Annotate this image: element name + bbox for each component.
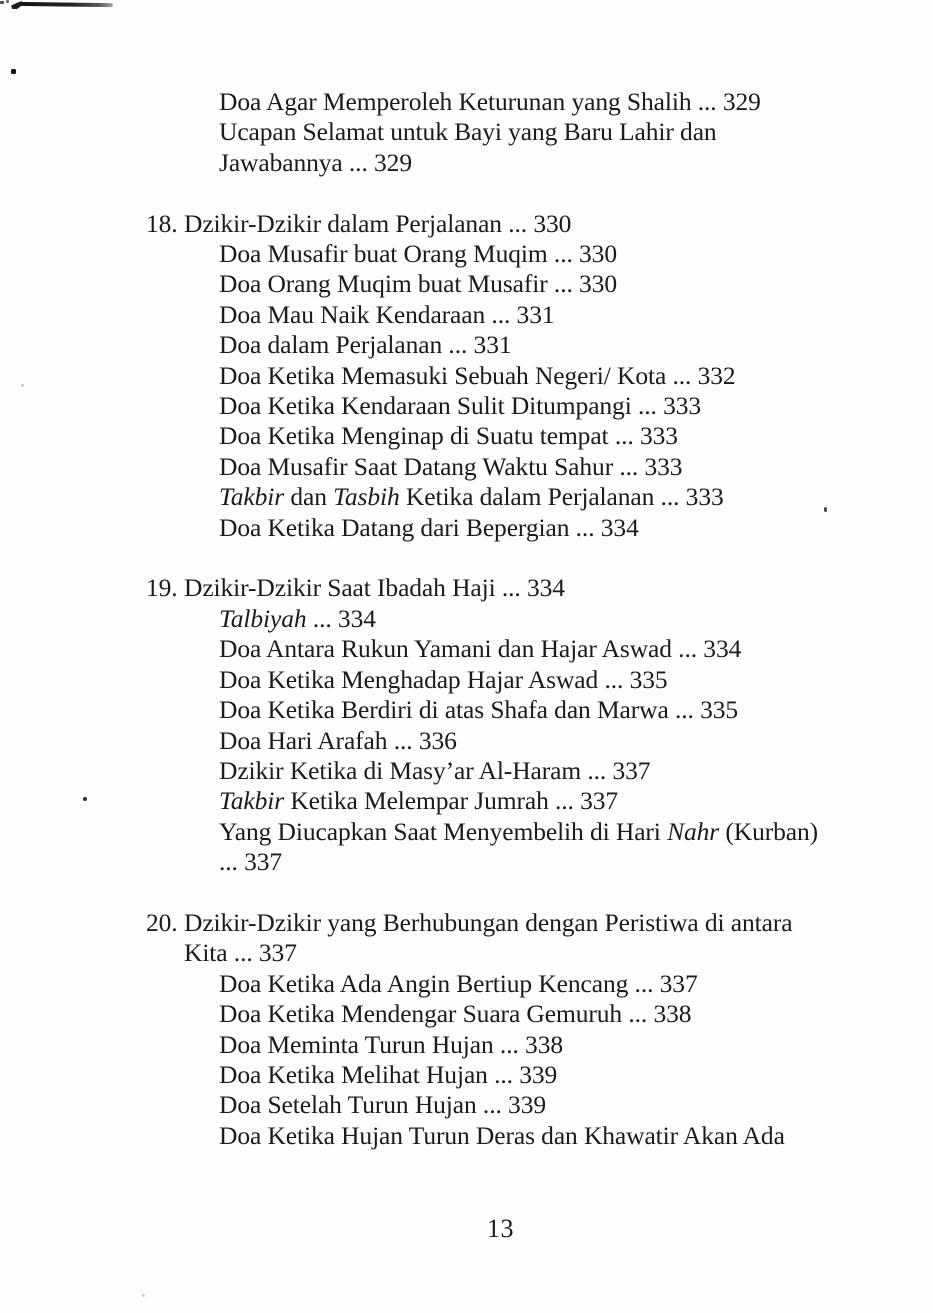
toc-dots: ... [306,603,338,633]
entry-content [0,756,933,786]
entry-page-number: 329 [374,147,412,177]
scan-line-top-edge [21,2,113,7]
entry-text: Doa Ketika Datang dari Bepergian [219,512,570,542]
toc-entry [0,665,933,695]
toc-entry [0,1030,933,1060]
entry-text: Ketika dalam Perjalanan [399,482,655,512]
toc-dots: ... [598,664,630,694]
entry-line [219,300,933,330]
entry-text: Doa Ketika Kendaraan Sulit Ditumpangi [219,391,632,421]
entry-content [0,786,933,816]
toc-dots: ... [666,360,698,390]
entry-line [184,209,933,239]
toc-entry [0,1060,933,1090]
entry-content [0,452,933,482]
toc-entry [0,573,933,603]
entry-line [219,391,933,421]
toc-entry [0,817,933,878]
entry-text: Dzikir Ketika di Masy’ar Al-Haram [219,755,582,785]
entry-line [219,330,933,360]
toc-entry [0,726,933,756]
entry-line [219,148,933,178]
toc-entry [0,999,933,1029]
toc-dots: ... [622,999,654,1029]
toc-dots: ... [547,269,580,299]
entry-line [219,847,933,877]
toc-dots: ... [227,938,259,968]
toc-dots: ... [487,1059,520,1089]
entry-page-number: 331 [516,299,555,329]
toc-dots: ... [631,391,664,421]
entry-line [219,1060,933,1090]
entry-page-number: 337 [612,755,651,785]
entry-page-number: 332 [697,360,736,390]
entry-content [0,695,933,725]
entry-content [0,269,933,299]
entry-content [0,908,933,969]
entry-line [219,817,933,847]
toc-dots: ... [671,634,704,664]
entry-line [219,726,933,756]
entry-page-number: 336 [418,725,457,755]
toc-entry [0,300,933,330]
entry-text: Doa Ketika Menginap di Suatu tempat [219,421,609,451]
toc-dots: ... [387,725,419,755]
entry-content [0,482,933,512]
entry-content [0,665,933,695]
toc-entry [0,421,933,451]
toc-entry [0,634,933,664]
entry-number: 18. [146,208,178,238]
entry-text: Dzikir-Dzikir dalam Perjalanan [184,208,502,238]
entry-text: Doa Ketika Hujan Turun Deras dan Khawatir Akan Ada [219,1120,785,1150]
entry-page-number: 335 [700,695,739,725]
toc-dots: ... [613,451,645,481]
entry-line [219,269,933,299]
toc-dots: ... [476,1090,509,1120]
entry-page-number: 334 [337,603,376,633]
entry-text: Doa Mau Naik Kendaraan [219,299,486,329]
scan-dot-left-upper [11,69,16,74]
toc-entry [0,391,933,421]
entry-content [0,1121,933,1151]
entry-page-number: 337 [258,938,297,968]
toc-dots: ... [501,208,534,238]
entry-page-number: 330 [579,269,617,299]
entry-line [219,513,933,543]
toc-dots: ... [691,87,723,116]
entry-line [219,361,933,391]
toc-entry [0,513,933,543]
entry-page-number: 333 [685,482,724,512]
toc-entry [0,269,933,299]
entry-page-number: 335 [629,664,668,694]
toc-dots: ... [493,1029,526,1059]
entry-page-number: 333 [639,421,678,451]
entry-page-number: 334 [600,512,639,542]
entry-text: Doa Ketika Memasuki Sebuah Negeri/ Kota [219,360,667,390]
entry-page-number: 330 [579,239,617,269]
entry-text: Doa Orang Muqim buat Musafir [219,269,548,299]
toc-entry [0,452,933,482]
entry-content [0,330,933,360]
entry-content [0,361,933,391]
entry-number: 19. [146,573,178,603]
toc-entry [0,604,933,634]
entry-text: Doa Ketika Mendengar Suara Gemuruh [219,999,623,1029]
entry-text: Yang Diucapkan Saat Menyembelih di Hari [219,816,668,846]
toc-dots: ... [654,482,686,512]
toc-dots: ... [219,847,245,877]
entry-line [219,695,933,725]
entry-text: Doa dalam Perjalanan [219,330,443,360]
entry-text: Doa Hari Arafah [219,725,388,755]
toc-entry [0,756,933,786]
entry-page-number: 333 [644,451,683,481]
toc-dots: ... [581,755,613,785]
entry-text: Doa Ketika Menghadap Hajar Aswad [219,664,599,694]
entry-line [184,573,933,603]
entry-line [219,665,933,695]
toc-entry [0,209,933,239]
toc-dots: ... [628,968,660,998]
entry-text-italic: Takbir [219,482,285,512]
entry-page-number: 339 [519,1059,558,1089]
entry-text: Doa Musafir buat Orang Muqim [219,239,548,269]
scan-speck-top-left-2 [6,0,9,3]
entry-text: Jawabannya [219,147,343,177]
toc-dots: ... [342,147,375,177]
entry-line [219,999,933,1029]
entry-page-number: 329 [722,87,761,116]
entry-page-number: 334 [526,573,565,603]
entry-line [219,452,933,482]
entry-content [0,421,933,451]
entry-line [219,239,933,269]
toc-entry [0,482,933,512]
entry-number: 20. [146,907,178,937]
scan-speck-top-left-1 [0,1,4,4]
entry-line [219,1030,933,1060]
entry-text: Dzikir-Dzikir yang Berhubungan dengan Peristiwa di antara [184,907,793,937]
entry-text: Doa Setelah Turun Hujan [219,1090,477,1120]
entry-content [0,1060,933,1090]
entry-line [184,938,933,968]
toc-entry [0,695,933,725]
entry-line [219,756,933,786]
toc-entry [0,1121,933,1151]
toc-entry [0,239,933,269]
entry-line [184,908,933,938]
entry-content [0,117,933,178]
entry-page-number: 334 [703,634,742,664]
toc-dots: ... [569,512,601,542]
entry-page-number: 330 [533,208,572,238]
scan-faint-speck-bottom [142,1294,145,1297]
toc-entry [0,786,933,816]
page-number: 13 [487,1214,514,1243]
entry-line [219,634,933,664]
entry-content [0,969,933,999]
entry-content [0,817,933,878]
entry-content [0,604,933,634]
entry-line [219,421,933,451]
toc-dots: ... [548,786,581,816]
entry-text-italic: Takbir [219,786,285,816]
entry-text-italic: Nahr [667,816,720,846]
entry-text: Ucapan Selamat untuk Bayi yang Baru Lahir dan [219,117,717,147]
entry-text: Doa Meminta Turun Hujan [219,1029,494,1059]
entry-line [219,117,933,147]
toc-dots: ... [608,421,640,451]
toc-entry [0,117,933,178]
entry-page-number: 337 [244,847,283,877]
entry-text: Kita [184,938,228,968]
entry-content [0,1030,933,1060]
entry-line [219,1121,933,1151]
toc-entry [0,361,933,391]
entry-content [0,300,933,330]
entry-line [219,87,933,117]
entry-content [0,634,933,664]
toc-entry [0,969,933,999]
entry-page-number: 331 [473,330,512,360]
toc-entry [0,908,933,969]
entry-content [0,391,933,421]
entry-page-number: 338 [525,1029,563,1059]
entry-line [219,482,933,512]
entry-line [219,1090,933,1120]
entry-line [219,604,933,634]
entry-text: Doa Ketika Melihat Hujan [219,1059,488,1089]
entry-content [0,239,933,269]
entry-page-number: 333 [663,391,702,421]
toc-dots: ... [485,299,517,329]
entry-text: Doa Agar Memperoleh Keturunan yang Shalih [219,87,692,116]
toc-dots: ... [547,239,580,269]
entry-text: Doa Ketika Berdiri di atas Shafa dan Marwa [219,695,669,725]
toc-entry [0,1090,933,1120]
entry-text: Doa Musafir Saat Datang Waktu Sahur [219,451,614,481]
toc-dots: ... [495,573,527,603]
entry-page-number: 337 [659,968,698,998]
entry-content [0,87,933,117]
entry-text: Dzikir-Dzikir Saat Ibadah Haji [184,573,496,603]
entry-line [219,969,933,999]
toc-list [0,87,933,1151]
entry-text: Doa Antara Rukun Yamani dan Hajar Aswad [219,634,672,664]
entry-content [0,1090,933,1120]
entry-page-number: 339 [508,1090,546,1120]
entry-line [219,786,933,816]
toc-entry [0,87,933,117]
toc-dots: ... [442,330,474,360]
entry-text: Doa Ketika Ada Angin Bertiup Kencang [219,968,629,998]
entry-text: (Kurban) [719,816,819,846]
entry-content [0,726,933,756]
entry-content [0,209,933,239]
toc-dots: ... [668,695,701,725]
entry-page-number: 337 [580,786,619,816]
entry-text: Ketika Melempar Jumrah [284,786,549,816]
toc-entry [0,330,933,360]
entry-content [0,513,933,543]
entry-text: dan [284,482,334,512]
entry-text-italic: Tasbih [333,482,400,512]
entry-text-italic: Talbiyah [219,603,307,633]
entry-content [0,573,933,603]
entry-content [0,999,933,1029]
entry-page-number: 338 [653,999,692,1029]
